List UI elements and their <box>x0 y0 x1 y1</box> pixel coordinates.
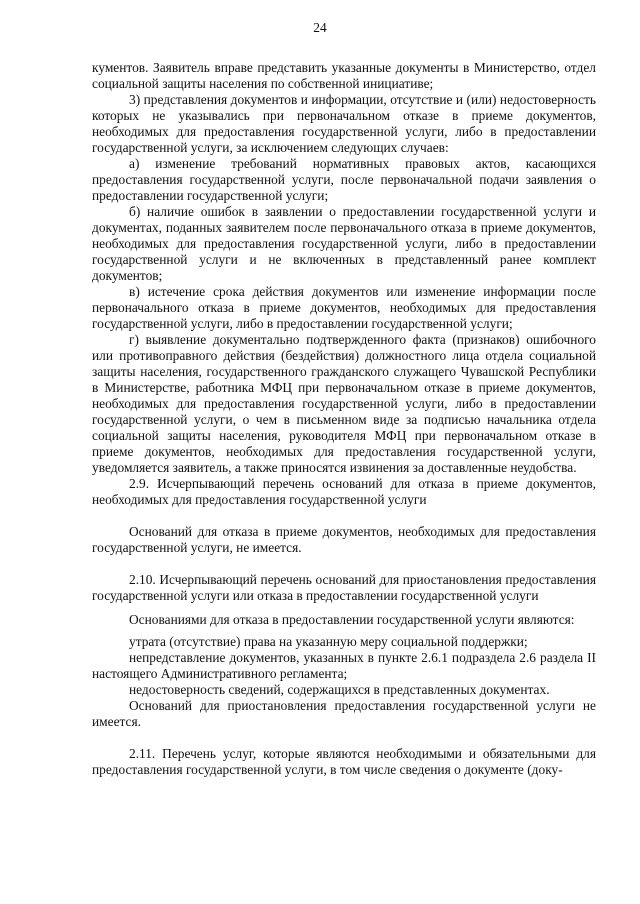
paragraph-ground-3: недостоверность сведений, содержащихся в представленных документах. <box>129 682 550 697</box>
spacer <box>92 556 596 572</box>
paragraph-no-suspension: Оснований для приостановления предоставления государственной услуги не имеется. <box>92 698 596 729</box>
spacer <box>92 604 596 612</box>
section-heading-2-9: 2.9. Исчерпывающий перечень оснований для отказа в приеме документов, необходимых для предоставления государственной услуги <box>92 476 596 507</box>
document-body <box>92 60 596 778</box>
spacer <box>92 508 596 524</box>
paragraph-subitem-a: а) изменение требований нормативных правовых актов, касающихся предоставления государственной услуги, после первоначальной подачи заявления о предоставлении государственной услуги; <box>92 156 596 203</box>
paragraph-ground-1: утрата (отсутствие) права на указанную меру социальной поддержки; <box>129 634 528 649</box>
paragraph-2-9-text: Оснований для отказа в приеме документов, необходимых для предоставления государственной услуги, не имеется. <box>92 524 596 555</box>
page-number: 24 <box>313 20 327 35</box>
paragraph-item-3: 3) представления документов и информации, отсутствие и (или) недостоверность которых не указывались при первоначальном отказе в приеме документов, необходимых для предоставления государственной услуги, либо в предоставлении государственной услуги, за исключением следующих случаев: <box>92 92 596 155</box>
section-heading-2-10: 2.10. Исчерпывающий перечень оснований для приостановления предоставления государственной услуги или отказа в предоставлении государственной услуги <box>92 572 596 603</box>
paragraph-ground-2: непредставление документов, указанных в пункте 2.6.1 подраздела 2.6 раздела II настоящего Административного регламента; <box>92 650 596 681</box>
paragraph-subitem-b: б) наличие ошибок в заявлении о предоставлении государственной услуги и документах, поданных заявителем после первоначального отказа в приеме документов, необходимых для предоставления государственной услуги, либо в предоставлении государственной услуги и не включенных в представленный ранее комплект документов; <box>92 204 596 283</box>
paragraph-subitem-v: в) истечение срока действия документов или изменение информации после первоначального отказа в приеме документов, необходимых для предоставления государственной услуги, либо в предоставлении государственной услуги; <box>92 284 596 331</box>
spacer <box>92 730 596 746</box>
paragraph-refusal-grounds: Основаниями для отказа в предоставлении государственной услуги являются: <box>129 612 575 627</box>
section-heading-2-11: 2.11. Перечень услуг, которые являются необходимыми и обязательными для предоставления государственной услуги, в том числе сведения о документе (доку- <box>92 746 596 777</box>
paragraph-continuation: кументов. Заявитель вправе представить указанные документы в Министерство, отдел социальной защиты населения по собственной инициативе; <box>92 60 596 91</box>
paragraph-subitem-g: г) выявление документально подтвержденного факта (признаков) ошибочного или противоправного действия (бездействия) должностного лица отдела социальной защиты населения, государственного гражданского служащего Чувашской Республики в Министерстве, работника МФЦ при первоначальном отказе в приеме документов, необходимых для предоставления государственной услуги, либо в предоставлении государственной услуги, о чем в письменном виде за подписью начальника отдела социальной защиты населения, руководителя МФЦ при первоначальном отказе в приеме документов, необходимых для предоставления государственной услуги, уведомляется заявитель, а также приносятся извинения за доставленные неудобства. <box>92 332 596 475</box>
